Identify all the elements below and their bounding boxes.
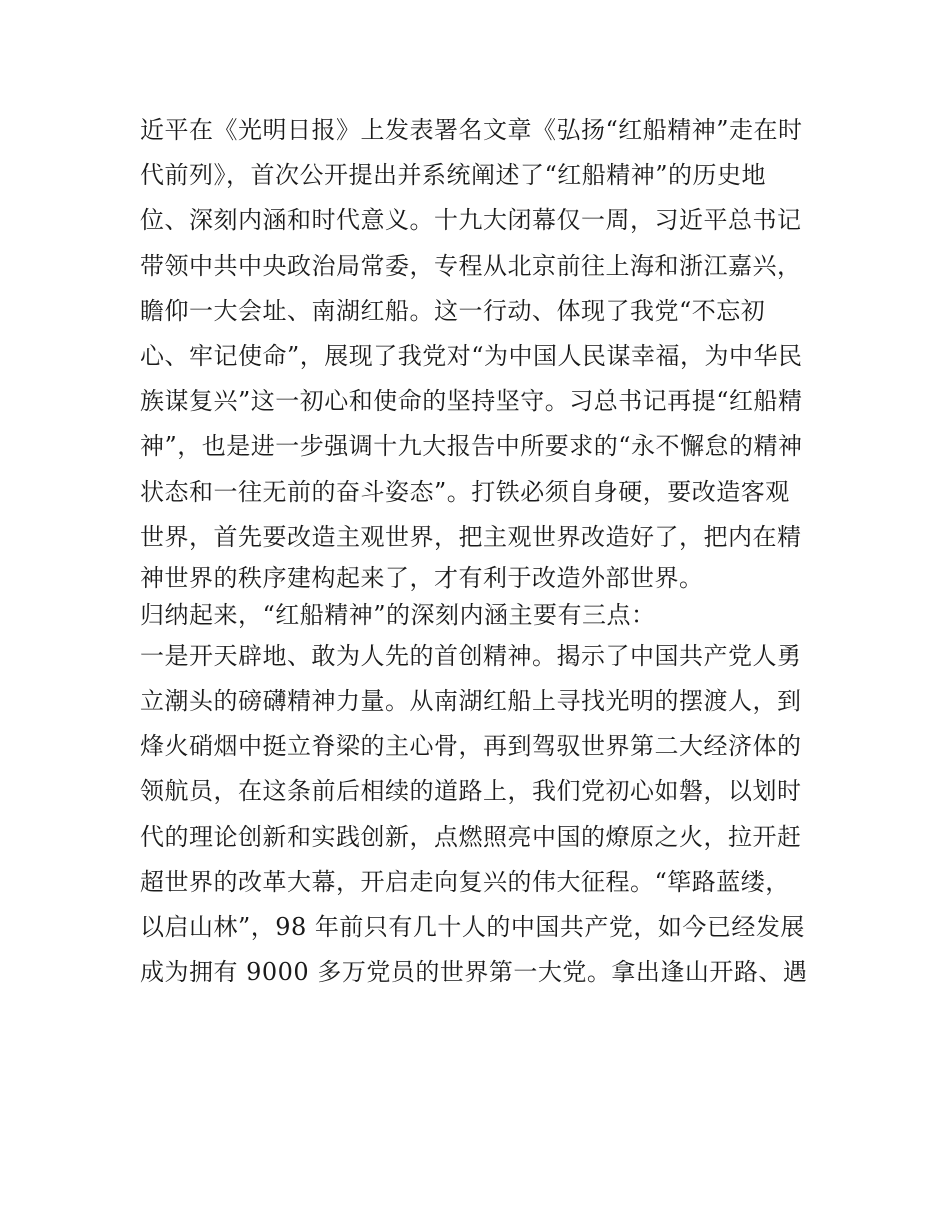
body-text <box>140 108 820 995</box>
text-line: 状态和一往无前的奋斗姿态”。打铁必须自身硬，要改造客观 <box>140 477 790 506</box>
text-line: 归纳起来，“红船精神”的深刻内涵主要有三点： <box>140 600 656 629</box>
text-line: 成为拥有 9000 多万党员的世界第一大党。拿出逢山开路、遇 <box>140 958 808 987</box>
text-line: 世界，首先要改造主观世界，把主观世界改造好了，把内在精 <box>140 522 802 551</box>
text-line: 代前列》，首次公开提出并系统阐述了“红船精神”的历史地 <box>140 161 767 190</box>
text-line: 瞻仰一大会址、南湖红船。这一行动、体现了我党“不忘初 <box>140 296 766 325</box>
text-line: 烽火硝烟中挺立脊梁的主心骨，再到驾驭世界第二大经济体的 <box>140 732 802 761</box>
text-line: 位、深刻内涵和时代意义。十九大闭幕仅一周，习近平总书记 <box>140 206 802 235</box>
paragraph-context <box>140 108 820 597</box>
text-line: 代的理论创新和实践创新，点燃照亮中国的燎原之火，拉开赶 <box>140 822 802 851</box>
paragraph-summary <box>140 597 820 634</box>
text-line: 超世界的改革大幕，开启走向复兴的伟大征程。“筚路蓝缕， <box>140 867 790 896</box>
text-line: 带领中共中央政治局常委，专程从北京前往上海和浙江嘉兴， <box>140 251 802 280</box>
text-line: 神世界的秩序建构起来了，才有利于改造外部世界。 <box>140 563 704 592</box>
text-line: 族谋复兴”这一初心和使命的坚持坚守。习总书记再提“红船精 <box>140 387 803 416</box>
text-line: 立潮头的磅礴精神力量。从南湖红船上寻找光明的摆渡人，到 <box>140 687 802 716</box>
text-line: 一是开天辟地、敢为人先的首创精神。揭示了中国共产党人勇 <box>140 641 802 670</box>
text-line: 心、牢记使命”，展现了我党对“为中国人民谋幸福，为中华民 <box>140 341 803 370</box>
text-line: 神”，也是进一步强调十九大报告中所要求的“永不懈怠的精神 <box>140 432 803 461</box>
paragraph-point-one <box>140 634 820 996</box>
text-line: 领航员，在这条前后相续的道路上，我们党初心如磐，以划时 <box>140 777 802 806</box>
text-line: 以启山林”，98 年前只有几十人的中国共产党，如今已经发展 <box>140 913 805 941</box>
text-line: 近平在《光明日报》上发表署名文章《弘扬“红船精神”走在时 <box>140 116 803 144</box>
